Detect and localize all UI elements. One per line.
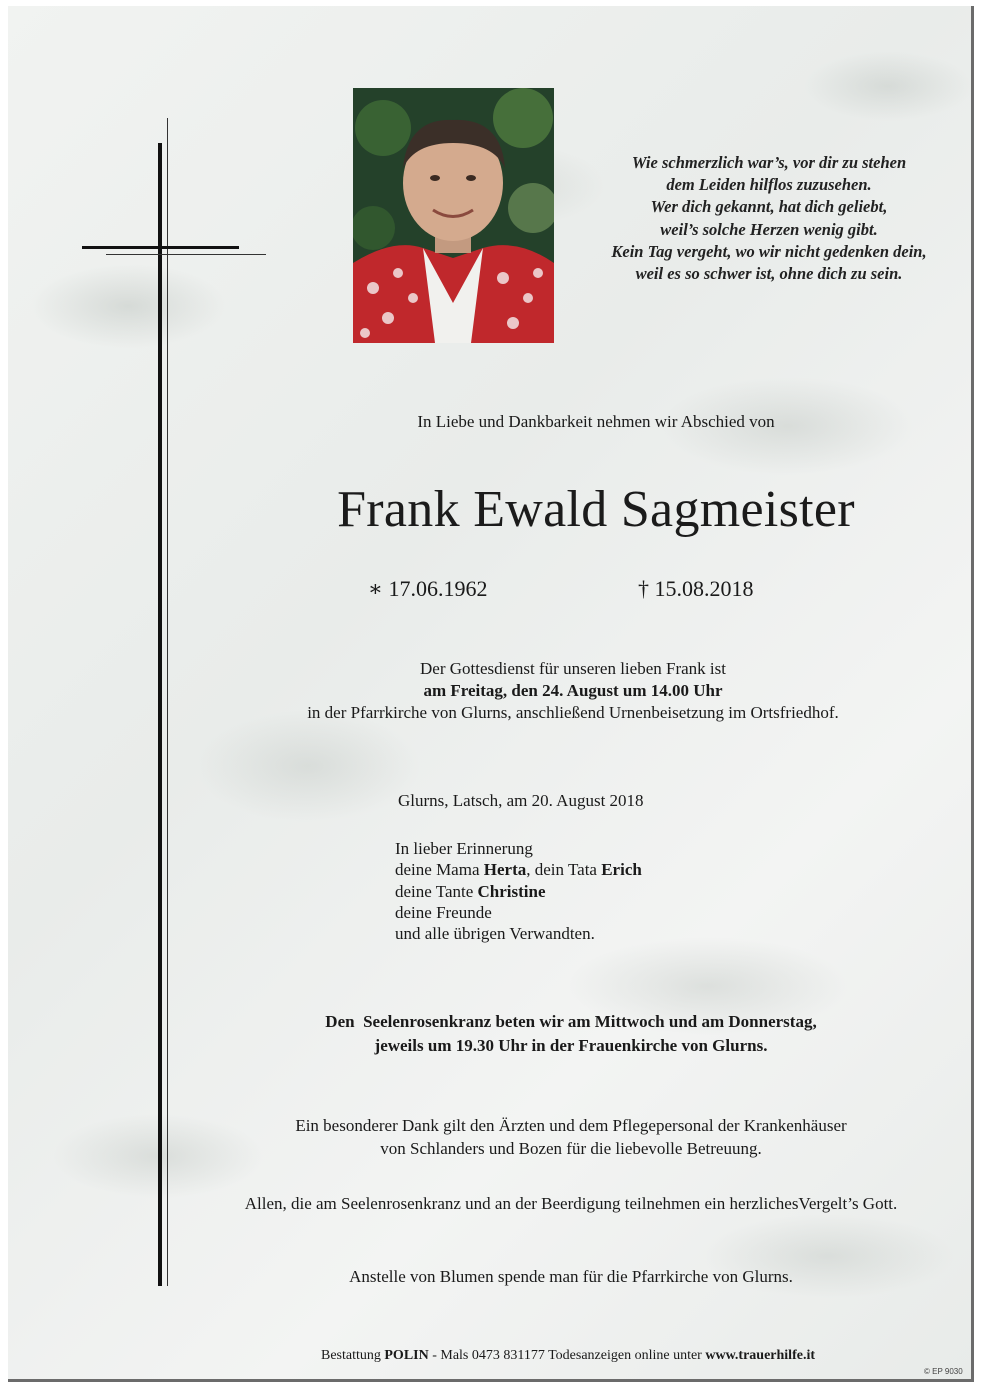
farewell-intro: In Liebe und Dankbarkeit nehmen wir Abschied von [417, 412, 775, 431]
thanks-line: Ein besonderer Dank gilt den Ärzten und dem Pflegepersonal der Krankenhäuser [295, 1116, 847, 1135]
rosary-notice [238, 1010, 904, 1058]
poem-line: Wer dich gekannt, hat dich geliebt, [650, 197, 888, 217]
cross-horizontal-thin-line [106, 254, 266, 255]
service-datetime: am Freitag, den 24. August um 14.00 Uhr [423, 681, 723, 700]
birth-star-icon: ∗ [368, 576, 383, 601]
rosary-line: jeweils um 19.30 Uhr in der Frauenkirche von Glurns. [374, 1036, 768, 1055]
cross-horizontal-bar [82, 246, 239, 249]
death-date-value: 15.08.2018 [654, 576, 754, 601]
funeral-home-name: POLIN [384, 1348, 429, 1363]
print-code: © EP 9030 [924, 1367, 963, 1376]
funeral-service-info [228, 658, 918, 724]
death-cross-icon: † [638, 576, 649, 601]
poem-line: Wie schmerzlich war’s, vor dir zu stehen [631, 153, 907, 172]
memorial-poem [568, 152, 970, 285]
mourners-intro: In lieber Erinnerung [395, 839, 533, 858]
death-date [638, 576, 754, 602]
obituary-sheet [8, 6, 974, 1382]
birth-date [368, 576, 487, 602]
cross-vertical-bar [158, 143, 162, 1286]
funeral-home-footer: Bestattung POLIN - Mals 0473 831177 Todesanzeigen online unter www.trauerhilfe.it [320, 1348, 816, 1363]
portrait-illustration [353, 88, 554, 343]
service-line: Der Gottesdienst für unseren lieben Frank ist [420, 659, 726, 678]
mourners-parents: deine Mama Herta, dein Tata Erich [395, 860, 642, 880]
cross-vertical-thin-line [167, 118, 168, 1286]
poem-line: dem Leiden hilflos zuzusehen. [666, 175, 872, 195]
deceased-name: Frank Ewald Sagmeister [337, 481, 855, 538]
mourners-friends: deine Freunde [395, 902, 492, 922]
mourners-list [395, 838, 642, 944]
birth-date-value: 17.06.1962 [388, 576, 488, 601]
portrait-photo [353, 88, 554, 343]
poem-line: Kein Tag vergeht, wo wir nicht gedenken dein, [611, 241, 927, 261]
poem-line: weil es so schwer ist, ohne dich zu sein. [635, 264, 903, 284]
rosary-line: Den Seelenrosenkranz beten wir am Mittwoch und am Donnerstag, [325, 1012, 817, 1031]
website-link[interactable]: www.trauerhilfe.it [705, 1348, 816, 1363]
thanks-note [208, 1114, 934, 1160]
gratitude-note: Allen, die am Seelenrosenkranz und an der Beerdigung teilnehmen ein herzlichesVergelt’s Gott. [244, 1194, 898, 1213]
thanks-line: von Schlanders und Bozen für die liebevolle Betreuung. [380, 1139, 762, 1158]
flowers-note: Anstelle von Blumen spende man für die Pfarrkirche von Glurns. [349, 1267, 793, 1286]
mourners-aunt: deine Tante Christine [395, 881, 546, 901]
place-and-date: Glurns, Latsch, am 20. August 2018 [398, 791, 644, 810]
service-line: in der Pfarrkirche von Glurns, anschließend Urnenbeisetzung im Ortsfriedhof. [307, 703, 839, 722]
mourners-relatives: und alle übrigen Verwandten. [395, 924, 595, 944]
poem-line: weil’s solche Herzen wenig gibt. [660, 219, 878, 239]
